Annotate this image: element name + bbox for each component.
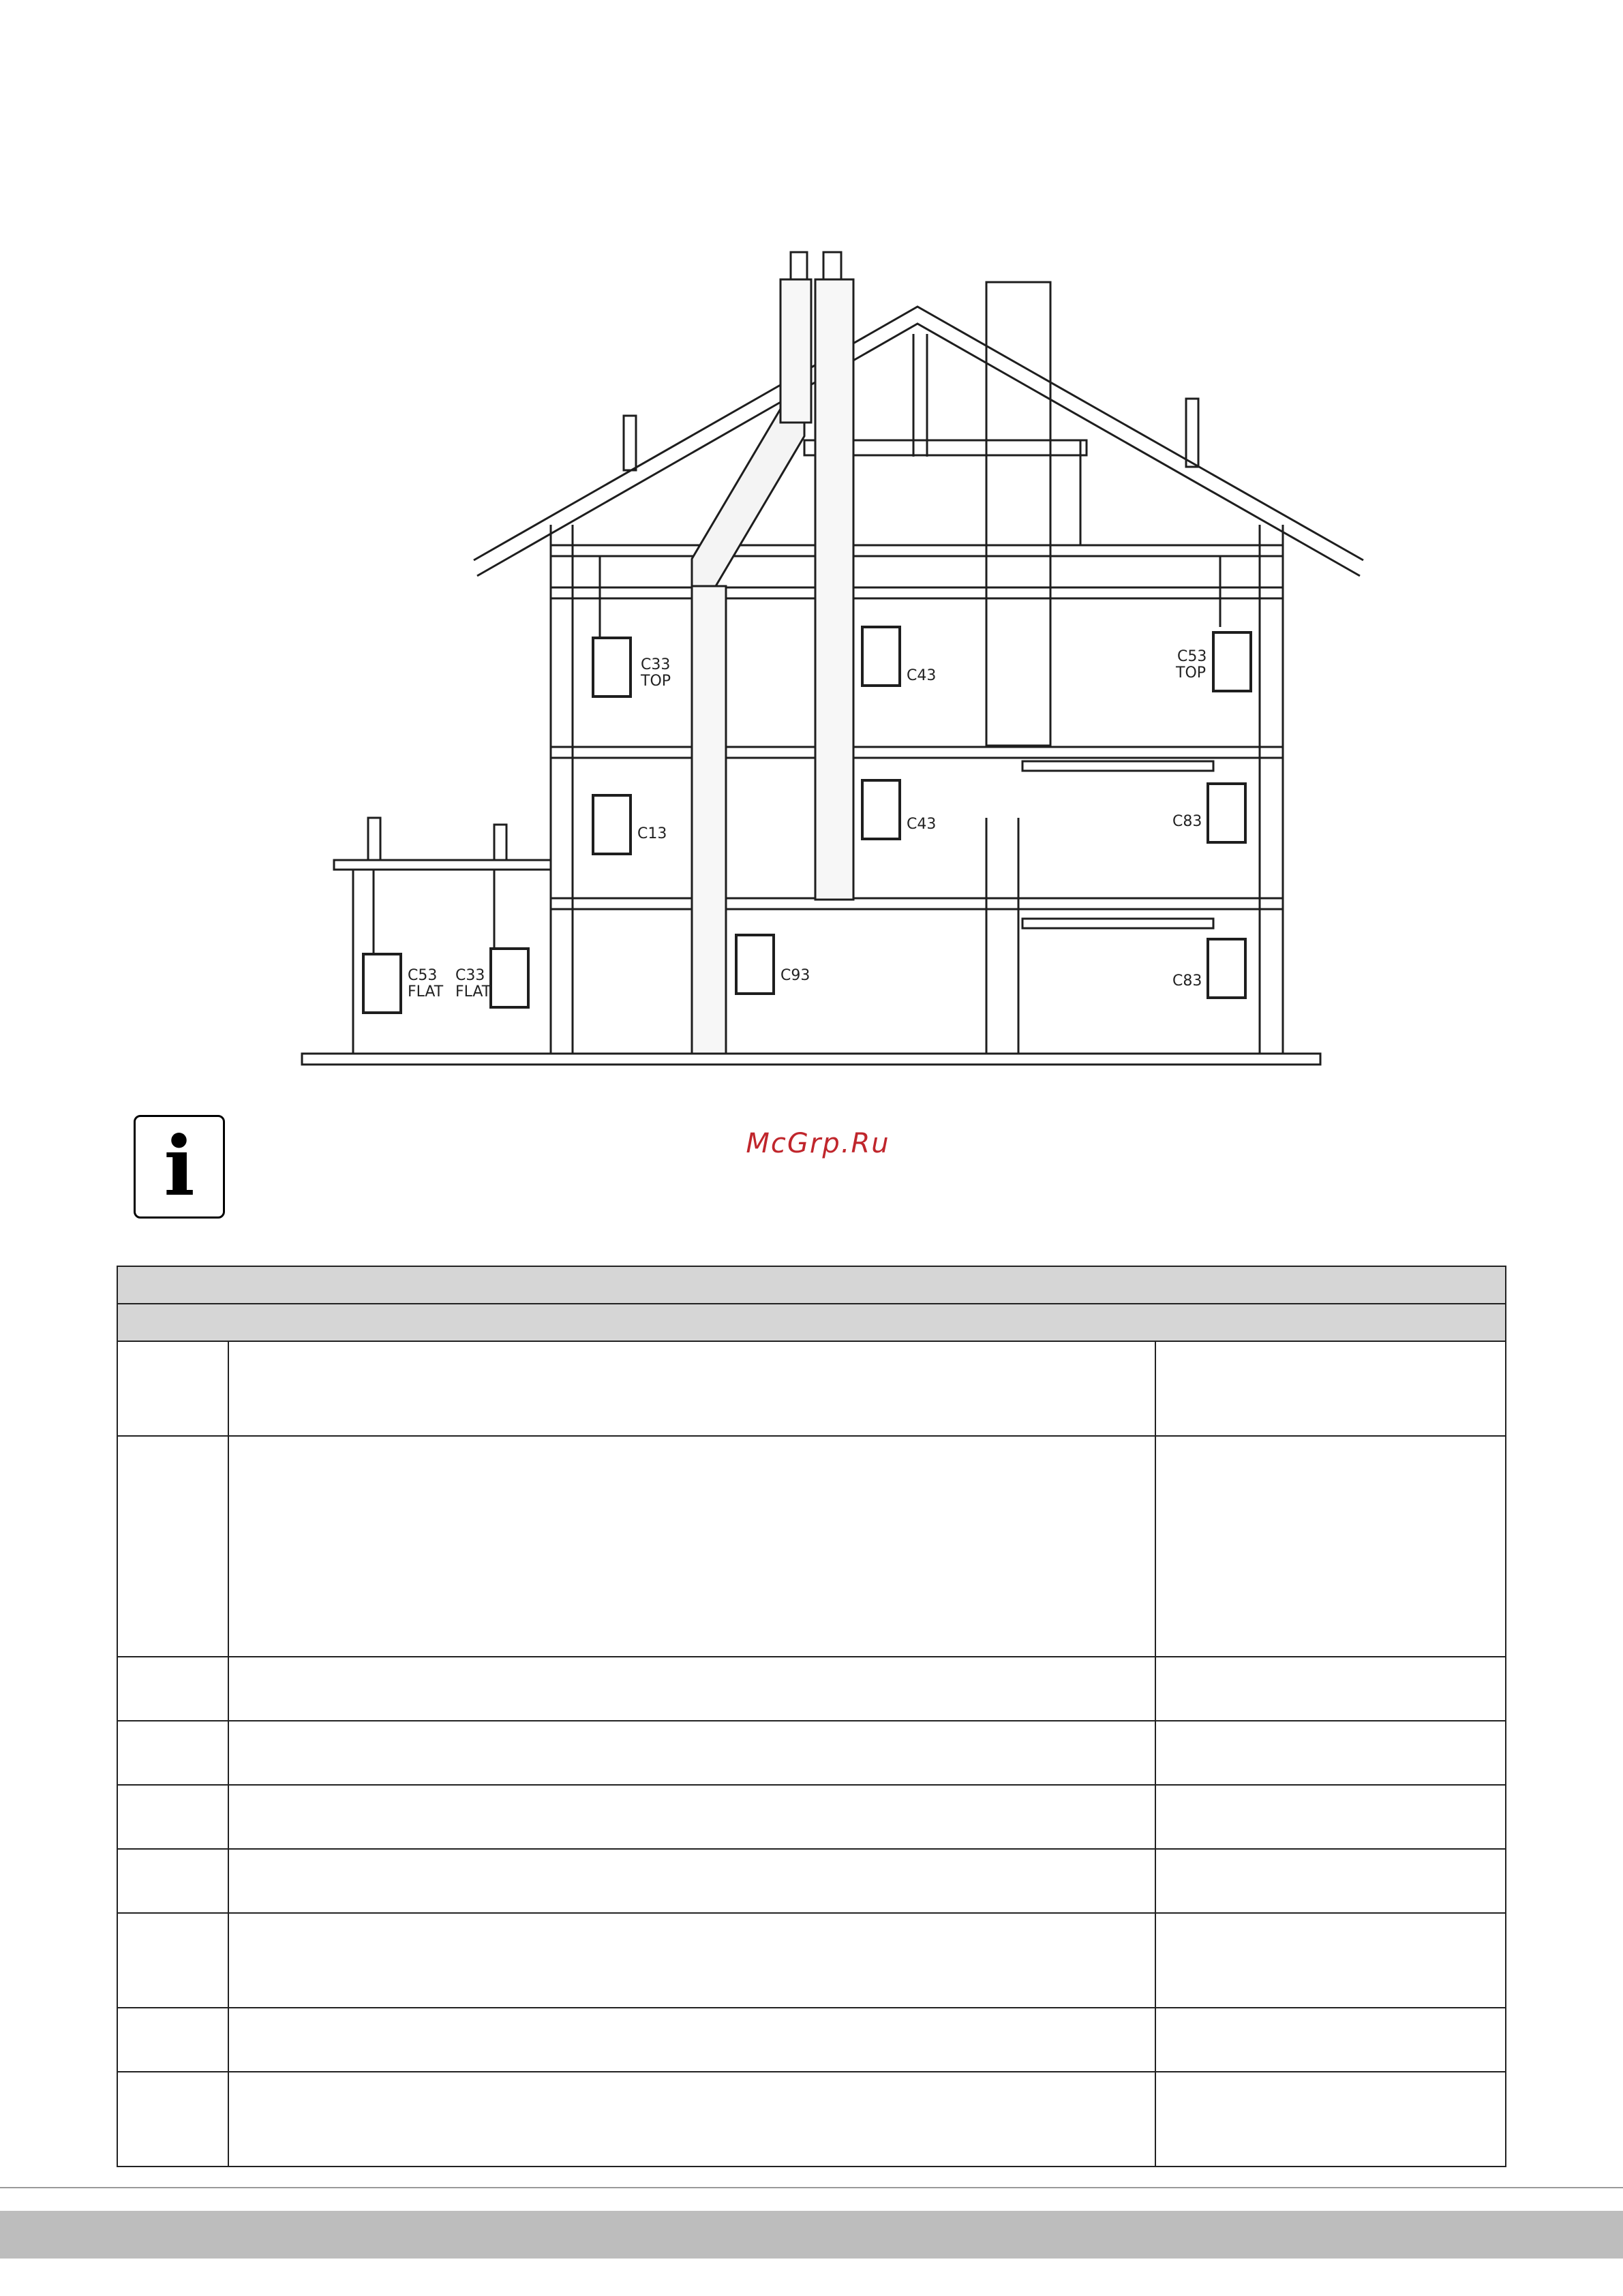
roof-left [474,307,1363,560]
floor-first [551,747,1283,758]
slanted-flue [692,409,804,586]
floor-attic [551,587,1283,598]
table-row [117,1849,1506,1913]
boiler-c83-first [1208,784,1245,842]
svg-text:C53: C53 [408,967,438,984]
table-header-row [117,1266,1506,1304]
table-row [117,1721,1506,1785]
svg-text:TOP: TOP [1176,664,1207,682]
table-row [117,1341,1506,1436]
boiler-c93 [736,935,774,994]
boiler-c33-flat [491,949,528,1007]
table-row [117,1436,1506,1657]
svg-text:C43: C43 [907,667,937,684]
boiler-c53-flat [363,954,401,1013]
flue-duct-right [815,279,853,900]
boiler-c43-lower [862,780,900,839]
table-row [117,1657,1506,1721]
footer-divider [0,2187,1623,2188]
svg-text:C83: C83 [1172,813,1202,830]
table-header-row [117,1304,1506,1341]
boiler-c83-ground [1208,939,1245,998]
svg-text:C33: C33 [641,656,671,673]
table-row [117,2072,1506,2167]
horizontal-flue [1022,761,1213,771]
boiler-c53-top [1213,632,1251,691]
boiler-c33-top [593,638,631,697]
table-row [117,2008,1506,2072]
svg-text:C43: C43 [907,816,937,833]
ground-slab [302,1054,1320,1065]
boiler-c43-upper [862,627,900,686]
annex-roof [334,860,551,870]
flue-duct-left [692,586,726,1054]
svg-text:FLAT: FLAT [455,983,491,1000]
boiler-c13 [593,795,631,854]
svg-text:C13: C13 [637,825,667,842]
svg-text:TOP: TOP [641,673,671,690]
svg-text:FLAT: FLAT [408,983,444,1000]
table-row [117,1785,1506,1849]
flue-system-diagram [0,0,1623,1104]
footer-bar [0,2211,1623,2259]
info-glyph: i [164,1118,195,1214]
flue-terminal [791,252,807,279]
svg-text:C93: C93 [780,967,810,984]
info-icon [134,1115,225,1219]
table-row [117,1913,1506,2008]
svg-text:C33: C33 [455,967,485,984]
spec-table [117,1266,1506,2167]
svg-text:C83: C83 [1172,973,1202,990]
floor-ground [551,898,1283,909]
svg-text:C53: C53 [1177,648,1207,665]
watermark: McGrp.Ru [746,1128,890,1159]
